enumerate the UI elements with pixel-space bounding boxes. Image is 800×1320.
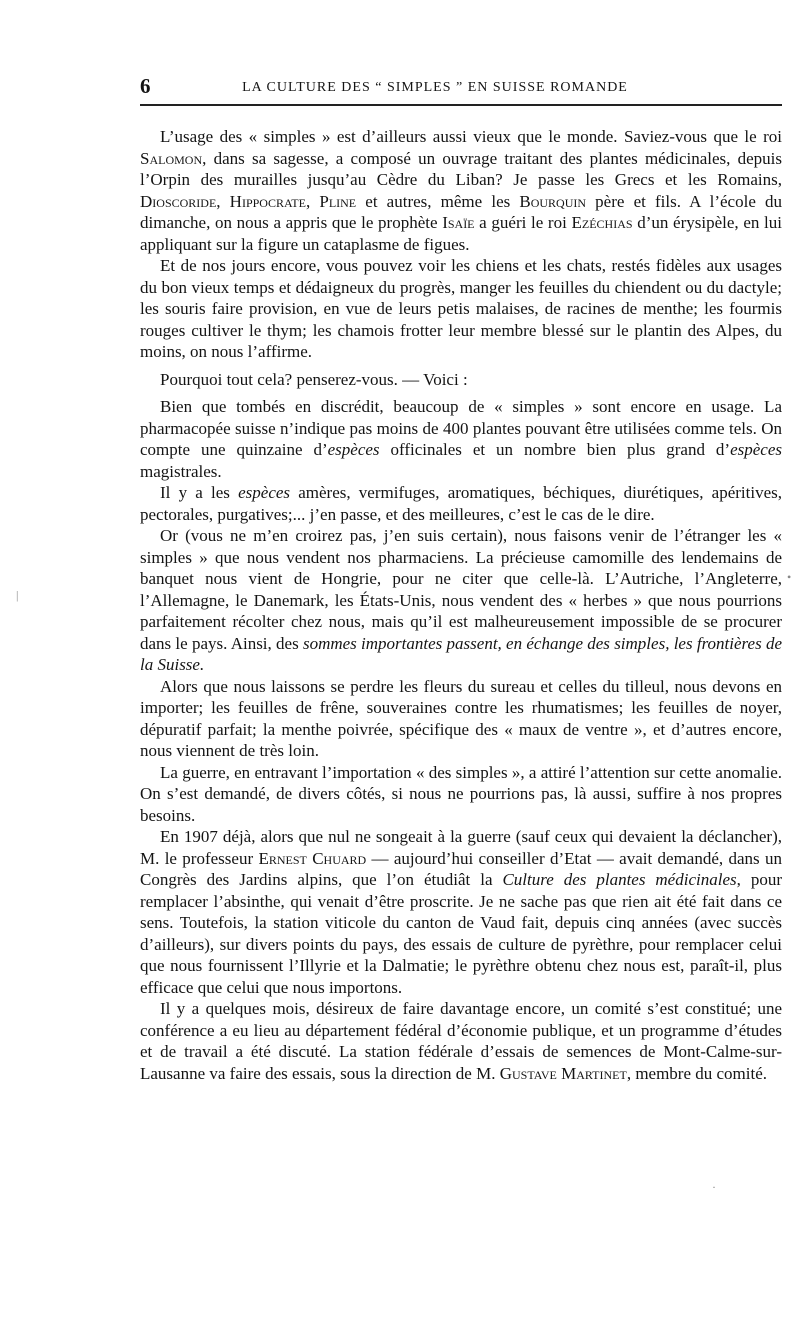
- text-run: — aujourd’hui conseiller d’Etat — avait demandé, dans un Congrès des Jardins alpins, que l’on étudiât la: [140, 848, 782, 889]
- body-paragraph: [140, 369, 782, 391]
- body-paragraph: [140, 255, 782, 363]
- text-run: ,: [305, 191, 320, 211]
- running-header: LA CULTURE DES “ SIMPLES ” EN SUISSE ROMANDE: [242, 80, 628, 95]
- text-run: Il y a les: [160, 483, 239, 502]
- body-paragraph: [140, 126, 782, 255]
- text-run: L’usage des « simples » est d’ailleurs aussi vieux que le monde. Saviez-vous que le roi: [160, 127, 782, 146]
- proper-name: Bourquin: [519, 191, 587, 211]
- text-run: Alors que nous laissons se perdre les fleurs du sureau et celles du tilleul, nous devons en importer; les feuilles de frêne, souveraines contre les rhumatismes; les feuilles de noyer, dépuratif parfait; la menthe poivrée, spécifique des « maux de ventre », et d’autres encore, nous viennent de très loin.: [140, 676, 782, 760]
- text-run: d’un érysipèle, en lui appliquant sur la figure un cataplasme de figues.: [140, 213, 783, 254]
- text-run: ,: [216, 191, 230, 211]
- text-run: , pour remplacer l’absinthe, qui venait d’être proscrite. Je ne sache pas que rien ait été fait dans ce sens. Toutefois, la station viticole du canton de Vaud fait, depuis cinq années (avec succès d’ailleurs), sur divers points du pays, des essais de culture de pyrèthre, pour remplacer celui que nous fournissent l’Illyrie et la Dalmatie; le pyrèthre obtenu chez nous est, paraît-il, plus efficace que celui que nous importons.: [140, 870, 782, 997]
- body-paragraph: [140, 676, 782, 762]
- body-paragraph: [140, 482, 782, 525]
- proper-name: Ernest Chuard: [258, 848, 367, 868]
- text-run: En 1907 déjà, alors que nul ne songeait à la guerre (sauf ceux qui devaient la déclancher), M. le professeur: [140, 827, 782, 868]
- text-run: officinales et un nombre bien plus grand d’: [379, 440, 731, 459]
- proper-name: Pline: [319, 191, 357, 211]
- emphasis: espèces: [730, 440, 782, 459]
- body-paragraph: [140, 998, 782, 1084]
- emphasis: espèces: [327, 440, 380, 459]
- emphasis: sommes importantes passent, en échange des simples, les frontières de la Suisse.: [140, 633, 783, 674]
- text-run: Et de nos jours encore, vous pouvez voir les chiens et les chats, restés fidèles aux usages du bon vieux temps et dédaigneux du progrès, manger les feuilles du chiendent ou du dactyle; les souris faire provision, en vue de leurs petis malaises, de racines de menthe; les fourmis rouges cultiver le thym; les chamois frotter leur membre blessé sur le plantin des Alpes, du moins, on nous l’affirme.: [140, 256, 782, 361]
- text-run: Bien que tombés en discrédit, beaucoup de « simples » sont encore en usage. La pharmacopée suisse n’indique pas moins de 400 plantes pouvant être utilisées comme tels. On compte une quinzaine d’: [140, 397, 782, 459]
- proper-name: Isaïe: [442, 213, 475, 232]
- text-run: , dans sa sagesse, a composé un ouvrage traitant des plantes médicinales, depuis l’Orpin des murailles jusqu’au Cèdre du Liban? Je passe les Grecs et les Romains,: [140, 148, 782, 189]
- text-run: Pourquoi tout cela? penserez-vous. — Voici :: [160, 369, 468, 389]
- body-text: [140, 126, 782, 1084]
- body-paragraph: [140, 826, 782, 998]
- text-run: amères, vermifuges, aromatiques, béchiques, diurétiques, apéritives, pectorales, purgatives;... j’en passe, et des meilleures, c’est le cas de le dire.: [140, 483, 782, 524]
- page-number: 6: [140, 74, 151, 98]
- text-run: père et fils. A l’école du dimanche, on nous a appris que le prophète: [140, 191, 783, 232]
- margin-bar: |: [16, 588, 19, 602]
- proper-name: Hippocrate: [229, 191, 306, 211]
- proper-name: Dioscoride: [140, 191, 217, 211]
- text-run: , membre du comité.: [626, 1063, 768, 1083]
- proper-name: Gustave Martinet: [499, 1063, 627, 1083]
- body-paragraph: [140, 525, 782, 676]
- margin-dot: •: [787, 570, 792, 584]
- proper-name: Ezéchias: [571, 213, 633, 232]
- text-run: Il y a quelques mois, désireux de faire davantage encore, un comité s’est constitué; une conférence a eu lieu au département fédéral d’économie publique, et un programme d’études et de travail a été discuté. La station fédérale d’essais de semences de Mont-Calme-sur-Lausanne va faire des essais, sous la direction de M.: [140, 999, 782, 1083]
- text-run: Or (vous ne m’en croirez pas, j’en suis certain), nous faisons venir de l’étranger les « simples » que nous vendent nos pharmaciens. La précieuse camomille des lendemains de banquet nous vient de Hongrie, pour ne citer que celle-là. L’Autriche, l’Angleterre, l’Allemagne, le Danemark, les États-Unis, nous vendent des « herbes » que nous pourrions parfaitement récolter chez nous, mais qu’il est malheureusement impossible de se procurer dans le pays. Ainsi, des: [140, 526, 782, 653]
- margin-speck: ·: [712, 1180, 716, 1194]
- text-run: a guéri le roi: [474, 213, 572, 232]
- text-run: magistrales.: [140, 461, 222, 481]
- body-paragraph: [140, 762, 782, 827]
- text-run: et autres, même les: [356, 191, 520, 211]
- emphasis: Culture des plantes médicinales: [502, 870, 737, 889]
- body-paragraph: [140, 396, 782, 482]
- proper-name: Salomon: [140, 148, 203, 168]
- text-run: La guerre, en entravant l’importation « des simples », a attiré l’attention sur cette anomalie. On s’est demandé, de divers côtés, si nous ne pourrions pas, là aussi, suffire à nos propres besoins.: [140, 762, 782, 825]
- emphasis: espèces: [238, 483, 291, 502]
- header-rule: [140, 104, 782, 106]
